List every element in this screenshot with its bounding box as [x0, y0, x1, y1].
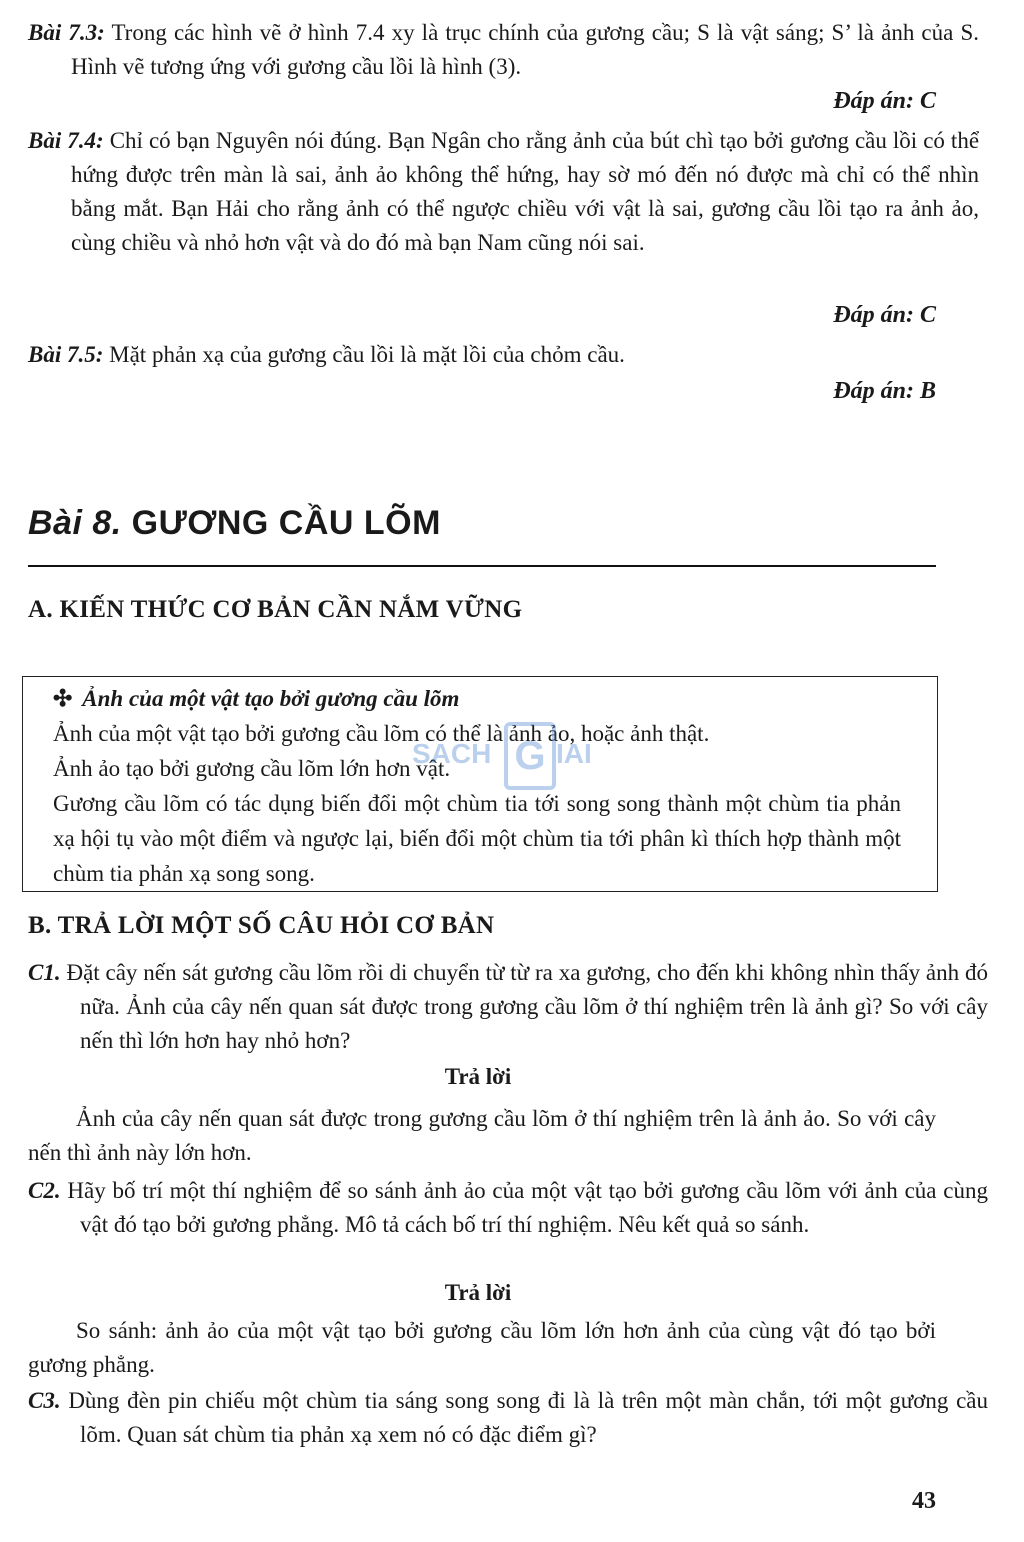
exercise-label: Bài 7.5: — [28, 342, 104, 367]
question-text: Đặt cây nến sát gương cầu lõm rồi di chuyển từ từ ra xa gương, cho đến khi không nhìn thấy ảnh đó nữa. Ảnh của cây nến quan sát được trong gương cầu lõm ở thí nghiệm trên là ảnh gì? So với cây nến thì lớn hơn hay nhỏ hơn? — [66, 960, 988, 1053]
page-number: 43 — [912, 1488, 936, 1514]
question-label: C2. — [28, 1178, 61, 1203]
box-line: Ảnh ảo tạo bởi gương cầu lõm lớn hơn vật. — [53, 756, 451, 781]
exercise-text: Chỉ có bạn Nguyên nói đúng. Bạn Ngân cho rằng ảnh của bút chì tạo bởi gương cầu lồi có thể hứng được trên màn là sai, ảnh ảo không thể hứng, hay sờ mó đến nó được mà chỉ có thể nhìn bằng mắt. Bạn Hải cho rằng ảnh có thể ngược chiều với vật là sai, gương cầu lồi tạo ra ảnh ảo, cùng chiều và nhỏ hơn vật và do đó mà bạn Nam cũng nói sai. — [71, 128, 980, 255]
watermark-g-icon: G — [504, 722, 556, 790]
section-a-heading: A. KIẾN THỨC CƠ BẢN CẦN NẮM VỮNG — [28, 596, 523, 623]
question-c3 — [28, 1384, 988, 1452]
question-label: C1. — [28, 960, 61, 985]
reply-label: Trả lời — [444, 1280, 512, 1305]
answer-7-3: Đáp án: C — [833, 88, 936, 114]
lesson-heading — [28, 504, 441, 543]
watermark-text-right: IAI — [556, 738, 592, 769]
exercise-7-3 — [28, 16, 979, 84]
question-c1 — [28, 956, 988, 1058]
lesson-title: GƯƠNG CẦU LÕM — [131, 504, 441, 542]
answer-7-4: Đáp án: C — [833, 302, 936, 328]
question-c2 — [28, 1174, 988, 1242]
answer-c2: So sánh: ảnh ảo của một vật tạo bởi gương cầu lõm lớn hơn ảnh của cùng vật đó tạo bởi gương phẳng. — [28, 1318, 936, 1377]
exercise-text: Mặt phản xạ của gương cầu lồi là mặt lồi của chỏm cầu. — [109, 342, 625, 367]
box-title: Ảnh của một vật tạo bởi gương cầu lõm — [82, 686, 460, 711]
box-line: Gương cầu lõm có tác dụng biến đổi một chùm tia tới song song thành một chùm tia phản xạ hội tụ vào một điểm và ngược lại, biến đổi một chùm tia tới phân kì thích hợp thành một chùm tia phản xạ song song. — [53, 791, 901, 886]
exercise-label: Bài 7.3: — [28, 20, 105, 45]
diamond-bullet-icon: ✣ — [53, 686, 73, 711]
heading-divider — [28, 565, 936, 567]
section-b-heading: B. TRẢ LỜI MỘT SỐ CÂU HỎI CƠ BẢN — [28, 912, 495, 939]
exercise-label: Bài 7.4: — [28, 128, 104, 153]
answer-7-5: Đáp án: B — [833, 378, 936, 404]
question-label: C3. — [28, 1388, 61, 1413]
question-text: Hãy bố trí một thí nghiệm để so sánh ảnh ảo của một vật tạo bởi gương cầu lõm với ảnh của cùng vật đó tạo bởi gương phẳng. Mô tả cách bố trí thí nghiệm. Nêu kết quả so sánh. — [67, 1178, 989, 1237]
box-line: Ảnh của một vật tạo bởi gương cầu lõm có thể là ảnh ảo, hoặc ảnh thật. — [53, 721, 710, 746]
lesson-number: Bài 8. — [28, 504, 122, 542]
watermark-text-left: SACH — [412, 738, 492, 769]
exercise-7-5 — [28, 338, 979, 372]
exercise-text: Trong các hình vẽ ở hình 7.4 xy là trục chính của gương cầu; S là vật sáng; S’ là ảnh của S. Hình vẽ tương ứng với gương cầu lồi là hình (3). — [71, 20, 979, 79]
question-text: Dùng đèn pin chiếu một chùm tia sáng song song đi là là trên một màn chắn, tới một gương cầu lõm. Quan sát chùm tia phản xạ xem nó có đặc điểm gì? — [68, 1388, 989, 1447]
watermark-logo — [412, 722, 622, 788]
answer-c1: Ảnh của cây nến quan sát được trong gương cầu lõm ở thí nghiệm trên là ảnh ảo. So với cây nến thì ảnh này lớn hơn. — [28, 1106, 936, 1165]
exercise-7-4 — [28, 124, 979, 260]
reply-label: Trả lời — [444, 1064, 512, 1089]
box-title-line — [53, 681, 901, 716]
